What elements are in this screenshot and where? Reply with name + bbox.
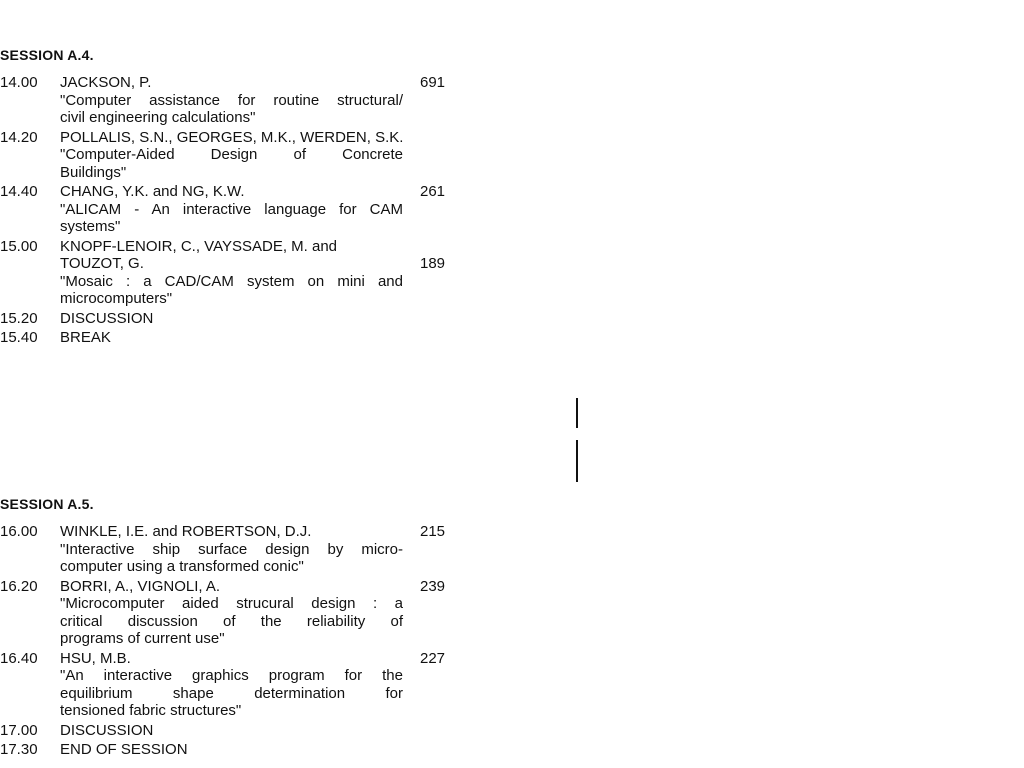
schedule-entry [0,650,560,720]
schedule-entry [0,329,560,347]
entry-text-line: civil engineering calculations" [60,109,256,126]
entry-authors: WINKLE, I.E. and ROBERTSON, D.J. [60,523,312,540]
entry-body [60,238,403,308]
session-a4 [0,47,560,349]
entry-text-line: TOUZOT, G. [60,255,144,272]
entry-time: 16.20 [0,577,38,595]
entry-time: 15.20 [0,309,38,327]
entry-body [60,183,403,236]
page-number: 215 [420,523,446,540]
entry-text-line: "Interactive ship surface design by micro- [60,540,403,558]
entry-authors: POLLALIS, S.N., GEORGES, M.K., WERDEN, S.K. [60,128,404,146]
session-a5 [0,496,560,761]
entry-authors: HSU, M.B. [60,649,131,667]
entry-time: 17.30 [0,741,38,758]
entry-text-line: "Computer-Aided Design of Concrete [60,146,403,163]
schedule-entry [0,74,560,127]
entry-text-line: microcomputers" [60,290,173,307]
entry-text-line: programs of current use" [60,630,225,647]
entry-authors: END OF SESSION [60,741,188,758]
session-entries [0,523,560,759]
schedule-entry [0,741,560,759]
entry-body [60,74,403,127]
entry-body [60,578,403,648]
schedule-entry [0,578,560,648]
entry-authors: DISCUSSION [60,721,154,739]
page-number: 239 [420,577,446,595]
entry-time: 14.20 [0,128,38,146]
entry-time: 15.40 [0,329,38,346]
schedule-entry [0,523,560,576]
entry-text-line: "Computer assistance for routine structural/ [60,91,403,109]
schedule-entry [0,238,560,308]
entry-time: 17.00 [0,721,38,739]
entry-body [60,129,403,182]
page-number: 261 [420,183,446,200]
entry-text-line: tensioned fabric structures" [60,702,242,719]
schedule-entry [0,310,560,328]
schedule-entry [0,129,560,182]
entry-body [60,722,403,740]
entry-text-line: critical discussion of the reliability of [60,612,403,630]
page-divider-mark [576,398,578,428]
entry-body [60,741,403,759]
entry-time: 14.00 [0,74,38,91]
entry-time: 16.00 [0,523,38,540]
session-entries [0,74,560,347]
entry-body [60,329,403,347]
page-number: 189 [420,255,446,272]
entry-authors: BREAK [60,329,111,346]
page-divider-mark [576,440,578,482]
entry-body [60,523,403,576]
entry-text-line: systems" [60,218,121,235]
entry-authors: JACKSON, P. [60,74,152,91]
page-number: 691 [420,74,446,91]
entry-text-line: "ALICAM - An interactive language for CAM [60,200,403,218]
entry-authors: BORRI, A., VIGNOLI, A. [60,577,221,595]
schedule-entry [0,722,560,740]
entry-body [60,310,403,328]
entry-authors: DISCUSSION [60,309,154,327]
session-title: SESSION A.5. [0,496,94,512]
entry-text-line: "Microcomputer aided strucural design : a [60,595,403,612]
entry-time: 16.40 [0,649,38,667]
session-title: SESSION A.4. [0,47,94,63]
entry-text-line: "Mosaic : a CAD/CAM system on mini and [60,272,403,290]
schedule-entry [0,183,560,236]
entry-text-line: "An interactive graphics program for the [60,667,403,684]
entry-text-line: Buildings" [60,163,127,181]
page-number: 227 [420,649,446,667]
entry-authors: KNOPF-LENOIR, C., VAYSSADE, M. and [60,237,338,255]
entry-text-line: equilibrium shape determination for [60,684,403,702]
entry-text-line: computer using a transformed conic" [60,558,304,575]
entry-time: 14.40 [0,183,38,200]
entry-time: 15.00 [0,237,38,255]
entry-authors: CHANG, Y.K. and NG, K.W. [60,183,245,200]
entry-body [60,650,403,720]
